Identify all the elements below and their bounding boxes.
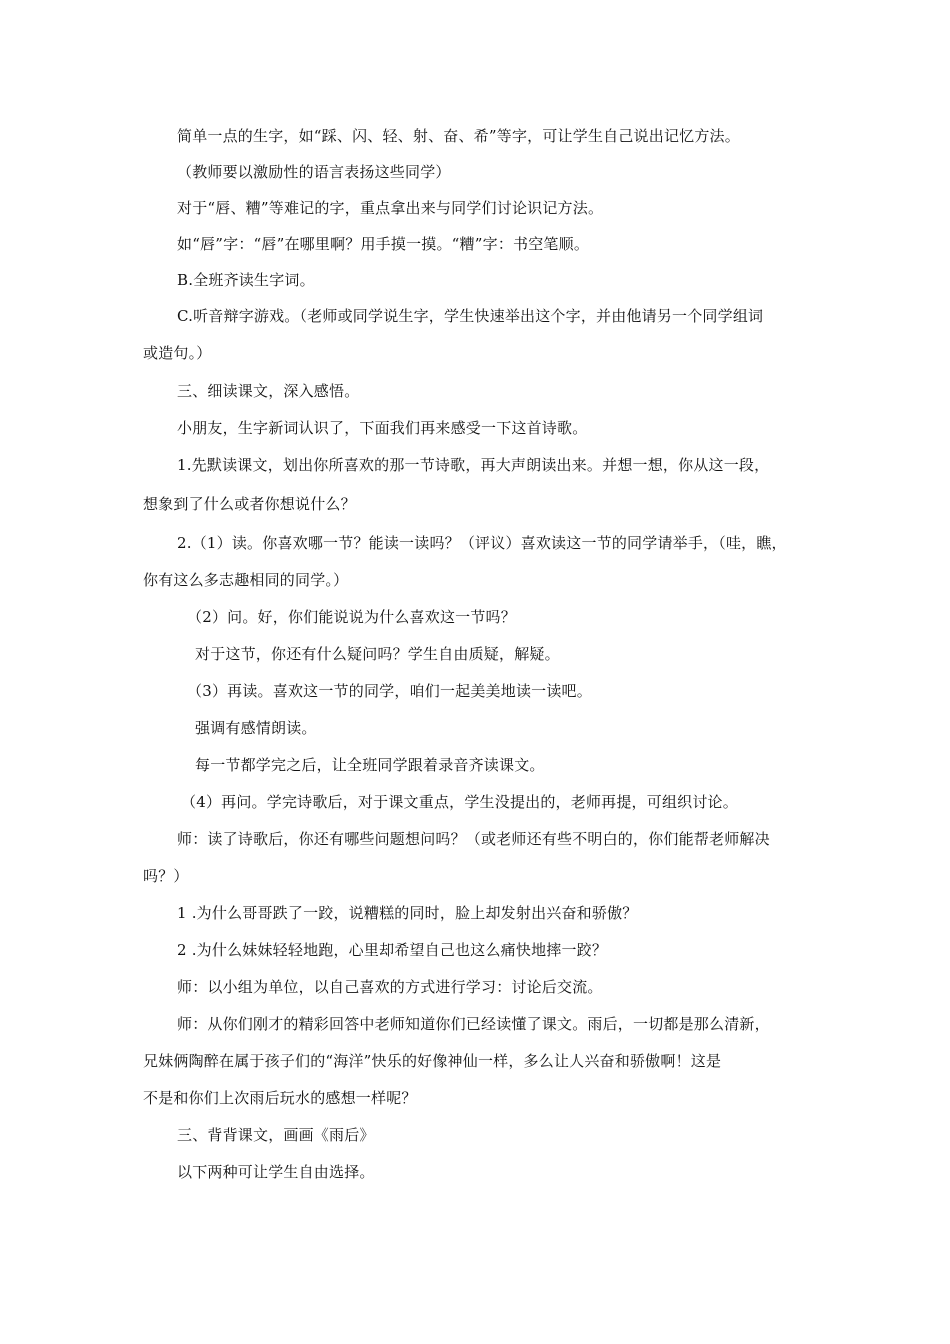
text-line: 如“唇”字：“唇”在哪里啊？用手摸一摸。“糟”字：书空笔顺。 <box>177 235 590 253</box>
text-line: （3）再读。喜欢这一节的同学，咱们一起美美地读一读吧。 <box>187 682 592 700</box>
text-line: 吗？） <box>143 867 189 885</box>
text-line: 每一节都学完之后，让全班同学跟着录音齐读课文。 <box>195 756 545 774</box>
section-heading: 三、背背课文，画画《雨后》 <box>177 1126 375 1144</box>
text-line: 对于这节，你还有什么疑问吗？学生自由质疑，解疑。 <box>195 645 560 663</box>
text-line: （4）再问。学完诗歌后，对于课文重点，学生没提出的，老师再提，可组织讨论。 <box>181 793 738 811</box>
text-line: C.听音辩字游戏。（老师或同学说生字，学生快速举出这个字，并由他请另一个同学组词 <box>177 307 764 325</box>
text-line: （2）问。好，你们能说说为什么喜欢这一节吗？ <box>187 608 516 626</box>
list-item: 1 .为什么哥哥跌了一跤，说糟糕的同时，脸上却发射出兴奋和骄傲？ <box>177 904 638 922</box>
text-line: 师：以小组为单位，以自己喜欢的方式进行学习：讨论后交流。 <box>177 978 603 996</box>
text-line: 师：从你们刚才的精彩回答中老师知道你们已经读懂了课文。雨后，一切都是那么清新， <box>177 1015 770 1033</box>
section-heading: 三、细读课文，深入感悟。 <box>177 382 360 400</box>
text-line: 强调有感情朗读。 <box>195 719 317 737</box>
list-item: 2 .为什么妹妹轻轻地跑，心里却希望自己也这么痛快地摔一跤？ <box>177 941 608 959</box>
text-line: 以下两种可让学生自由选择。 <box>177 1163 375 1181</box>
text-line: 小朋友，生字新词认识了，下面我们再来感受一下这首诗歌。 <box>177 419 588 437</box>
text-line: （教师要以激励性的语言表扬这些同学） <box>177 163 451 181</box>
text-line: 想象到了什么或者你想说什么？ <box>143 495 356 513</box>
text-line: B.全班齐读生字词。 <box>177 271 315 289</box>
text-line: 不是和你们上次雨后玩水的感想一样呢？ <box>143 1089 417 1107</box>
text-line: 师：读了诗歌后，你还有哪些问题想问吗？（或老师还有些不明白的，你们能帮老师解决 <box>177 830 770 848</box>
text-line: 你有这么多志趣相同的同学。） <box>143 571 349 589</box>
text-line: 兄妹俩陶醉在属于孩子们的“海洋”快乐的好像神仙一样，多么让人兴奋和骄傲啊！这是 <box>143 1052 722 1070</box>
text-line: 1.先默读课文，划出你所喜欢的那一节诗歌，再大声朗读出来。并想一想，你从这一段， <box>177 456 770 474</box>
text-line: 或造句。） <box>143 344 212 362</box>
text-line: 对于“唇、糟”等难记的字，重点拿出来与同学们讨论识记方法。 <box>177 199 604 217</box>
text-line: 2.（1）读。你喜欢哪一节？能读一读吗？（评议）喜欢读这一节的同学请举手，（哇，瞧， <box>177 534 787 552</box>
text-line: 简单一点的生字，如“踩、闪、轻、射、奋、希”等字，可让学生自己说出记忆方法。 <box>177 127 740 145</box>
